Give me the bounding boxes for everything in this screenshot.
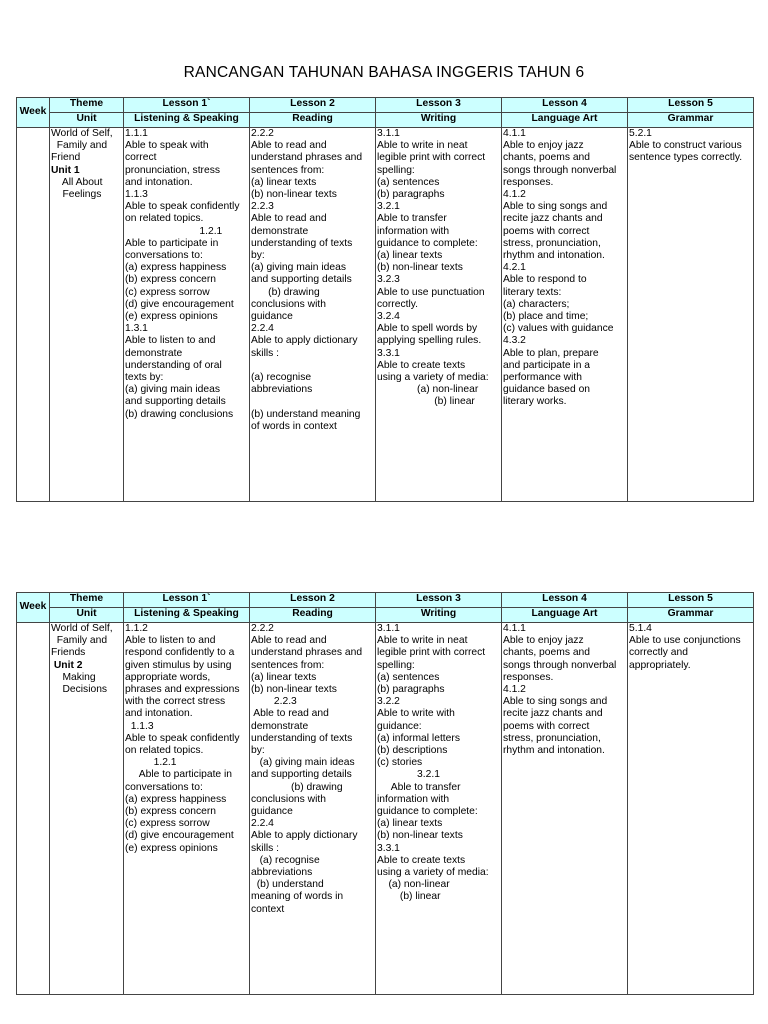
objective-line: and supporting details (251, 769, 352, 781)
objective-line: guidance: (377, 720, 422, 732)
objective-line: rhythm and intonation. (503, 250, 605, 262)
objective-line: Able to create texts (377, 854, 466, 866)
theme-line: Friend (51, 152, 81, 164)
objective-line: Able to use conjunctions (629, 635, 741, 647)
objective-line: 3.3.1 (377, 347, 400, 359)
objective-line: demonstrate (251, 720, 309, 732)
objective-line: songs through nonverbal (503, 659, 617, 671)
objective-line: poems with correct (503, 225, 590, 237)
objective-line: spelling: (377, 659, 415, 671)
objective-line: correctly and (629, 647, 688, 659)
objective-line: understanding of texts (251, 237, 353, 249)
objective-line: legible print with correct (377, 647, 486, 659)
objective-line: (c) express sorrow (125, 818, 210, 830)
objective-line: (e) express opinions (125, 842, 218, 854)
lesson-2-skill: Reading (250, 113, 376, 128)
objective-line: guidance to complete: (377, 806, 478, 818)
theme-line: Unit 2 (51, 659, 83, 671)
objective-line: Able to transfer (377, 213, 447, 225)
theme-line: Feelings (51, 189, 102, 201)
objective-line: 4.2.1 (503, 262, 526, 274)
objective-line: (b) paragraphs (377, 189, 445, 201)
objective-line: 2.2.3 (251, 696, 297, 708)
objective-line: 2.2.4 (251, 818, 274, 830)
objective-line: recite jazz chants and (503, 213, 603, 225)
objective-line: phrases and expressions (125, 684, 240, 696)
objective-line: responses. (503, 671, 554, 683)
objective-line: recite jazz chants and (503, 708, 603, 720)
objective-line: sentences from: (251, 164, 325, 176)
unit-header: Unit (50, 608, 124, 623)
objective-line: skills : (251, 842, 280, 854)
objective-line: by: (251, 745, 265, 757)
objective-line: literary texts: (503, 286, 562, 298)
objective-line: on related topics. (125, 213, 204, 225)
objective-line: Able to use punctuation (377, 286, 485, 298)
objective-line: stress, pronunciation, (503, 732, 601, 744)
lesson-3-header: Lesson 3 (376, 593, 502, 608)
lesson-2-cell (250, 128, 376, 502)
objective-line: Able to participate in (125, 769, 233, 781)
objective-line: (b) descriptions (377, 745, 448, 757)
objective-line: pronunciation, stress (125, 164, 221, 176)
week-cell (17, 623, 50, 995)
lesson-4-skill: Language Art (502, 608, 628, 623)
objective-line: (b) place and time; (503, 311, 589, 323)
objective-line: performance with (503, 372, 582, 384)
objective-line: context (251, 903, 285, 915)
objective-line: Able to participate in (125, 237, 219, 249)
objective-line: (a) informal letters (377, 732, 460, 744)
objective-line: 3.1.1 (377, 128, 400, 139)
objective-line: (a) non-linear (377, 879, 450, 891)
theme-line: Family and (51, 140, 108, 152)
theme-header: Theme (50, 98, 124, 113)
objective-line: and participate in a (503, 359, 591, 371)
objective-line: (a) giving main ideas (251, 757, 355, 769)
objective-line: 3.2.1 (377, 201, 400, 213)
header-row-skills (17, 608, 754, 623)
lesson-3-skill: Writing (376, 608, 502, 623)
objective-line: 1.1.2 (125, 623, 148, 634)
objective-line: 2.2.3 (251, 201, 274, 213)
objective-line: (b) non-linear texts (377, 262, 463, 274)
objective-line: understanding of texts (251, 732, 353, 744)
objective-line: Able to transfer (377, 781, 461, 793)
objective-line: Able to enjoy jazz (503, 140, 584, 152)
objective-line: (b) understand meaning (251, 408, 361, 420)
objective-line: 1.3.1 (125, 323, 148, 335)
objective-line: rhythm and intonation. (503, 745, 605, 757)
lesson-3-skill: Writing (376, 113, 502, 128)
plan-table-1 (16, 97, 754, 502)
objective-line: Able to enjoy jazz (503, 635, 584, 647)
objective-line: correct (125, 152, 157, 164)
theme-line: Decisions (51, 684, 108, 696)
objective-line: chants, poems and (503, 647, 591, 659)
objective-line: texts by: (125, 372, 164, 384)
objective-line: Able to speak confidently (125, 201, 240, 213)
objective-line: 5.1.4 (629, 623, 652, 634)
unit-header: Unit (50, 113, 124, 128)
objective-line: Able to apply dictionary (251, 830, 358, 842)
lesson-1-skill: Listening & Speaking (124, 608, 250, 623)
objective-line: (a) sentences (377, 176, 440, 188)
lesson-5-skill: Grammar (628, 608, 754, 623)
plan-table-2 (16, 592, 754, 995)
objective-line: Able to respond to (503, 274, 587, 286)
week-header: Week (17, 593, 50, 623)
objective-line: information with (377, 225, 450, 237)
objective-line: conversations to: (125, 781, 203, 793)
objective-line: 4.1.2 (503, 189, 526, 201)
objective-line: and intonation. (125, 708, 193, 720)
objective-line: using a variety of media: (377, 372, 489, 384)
objective-line: Able to apply dictionary (251, 335, 358, 347)
objective-line: 1.1.1 (125, 128, 148, 139)
objective-line: (b) drawing (251, 286, 320, 298)
objective-line: Able to plan, prepare (503, 347, 599, 359)
lesson-5-header: Lesson 5 (628, 593, 754, 608)
objective-line: and supporting details (251, 274, 352, 286)
objective-line: (a) sentences (377, 671, 440, 683)
objective-line: and intonation. (125, 176, 193, 188)
objective-line: (c) stories (377, 757, 423, 769)
objective-line (251, 360, 374, 372)
objective-line: (b) non-linear texts (251, 684, 337, 696)
objective-line: understand phrases and (251, 647, 363, 659)
objective-line: (b) paragraphs (377, 684, 445, 696)
objective-line: 1.2.1 (125, 225, 223, 237)
lesson-5-skill: Grammar (628, 113, 754, 128)
objective-line: Able to read and (251, 140, 327, 152)
lesson-2-skill: Reading (250, 608, 376, 623)
objective-line: 3.2.2 (377, 696, 400, 708)
objective-line: (b) express concern (125, 274, 216, 286)
objective-line: demonstrate (125, 347, 183, 359)
objective-line: 3.2.4 (377, 311, 400, 323)
objective-line: Able to listen to and (125, 335, 216, 347)
objective-line: Able to read and (251, 635, 327, 647)
objective-line: respond confidently to a (125, 647, 235, 659)
objective-line: 4.1.1 (503, 623, 526, 634)
objective-line: 3.2.3 (377, 274, 400, 286)
objective-line: (a) characters; (503, 298, 570, 310)
objective-line: (a) linear texts (377, 250, 443, 262)
objective-line: Able to write in neat (377, 635, 468, 647)
lesson-1-cell (124, 623, 250, 995)
objective-line: (b) non-linear texts (377, 830, 463, 842)
objective-line: 4.1.1 (503, 128, 526, 139)
objective-line: (a) recognise (251, 372, 312, 384)
lesson-4-cell (502, 128, 628, 502)
lesson-3-header: Lesson 3 (376, 98, 502, 113)
objective-line: conclusions with (251, 793, 326, 805)
objective-line: spelling: (377, 164, 415, 176)
objective-line: 4.1.2 (503, 684, 526, 696)
objective-line: Able to speak with (125, 140, 209, 152)
objective-line: guidance (251, 311, 293, 323)
objective-line: (b) non-linear texts (251, 189, 337, 201)
lesson-5-cell (628, 623, 754, 995)
lesson-4-header: Lesson 4 (502, 98, 628, 113)
objective-line: by: (251, 250, 265, 262)
objective-line: 3.1.1 (377, 623, 400, 634)
lesson-3-cell (376, 128, 502, 502)
lesson-2-header: Lesson 2 (250, 98, 376, 113)
objective-line: with the correct stress (125, 696, 226, 708)
table-row (17, 128, 754, 502)
objective-line (251, 396, 374, 408)
objective-line: understand phrases and (251, 152, 363, 164)
lesson-4-cell (502, 623, 628, 995)
objective-line: songs through nonverbal (503, 164, 617, 176)
objective-line: (a) linear texts (251, 671, 317, 683)
objective-line: understanding of oral (125, 359, 222, 371)
theme-line: World of Self, (51, 623, 113, 634)
lesson-2-header: Lesson 2 (250, 593, 376, 608)
theme-line: Making (51, 671, 96, 683)
lesson-5-cell (628, 128, 754, 502)
objective-line: 3.3.1 (377, 842, 400, 854)
objective-line: sentence types correctly. (629, 152, 743, 164)
objective-line: literary works. (503, 396, 567, 408)
objective-line: Able to spell words by (377, 323, 478, 335)
page-title: RANCANGAN TAHUNAN BAHASA INGGERIS TAHUN 6 (183, 64, 585, 81)
objective-line: (b) drawing conclusions (125, 408, 234, 420)
objective-line: conversations to: (125, 250, 203, 262)
objective-line: 2.2.2 (251, 128, 274, 139)
objective-line: meaning of words in (251, 891, 344, 903)
theme-line: All About (51, 176, 103, 188)
objective-line: correctly. (377, 298, 419, 310)
objective-line: (b) linear (377, 396, 475, 408)
objective-line: Able to listen to and (125, 635, 216, 647)
objective-line: guidance to complete: (377, 237, 478, 249)
objective-line: legible print with correct (377, 152, 486, 164)
objective-line: (b) understand (251, 879, 324, 891)
objective-line: 1.1.3 (125, 720, 154, 732)
objective-line: conclusions with (251, 298, 326, 310)
objective-line: (c) express sorrow (125, 286, 210, 298)
objective-line: (a) non-linear (377, 384, 479, 396)
objective-line: (a) express happiness (125, 793, 227, 805)
week-cell (17, 128, 50, 502)
lesson-1-header: Lesson 1` (124, 593, 250, 608)
objective-line: Able to read and (251, 708, 329, 720)
objective-line: (a) express happiness (125, 262, 227, 274)
theme-line: Friends (51, 647, 86, 659)
objective-line: information with (377, 793, 450, 805)
header-row-lessons (17, 593, 754, 608)
objective-line: abbreviations (251, 867, 313, 879)
objective-line: sentences from: (251, 659, 325, 671)
theme-line: Family and (51, 635, 108, 647)
lesson-2-cell (250, 623, 376, 995)
objective-line: (d) give encouragement (125, 298, 234, 310)
objective-line: given stimulus by using (125, 659, 232, 671)
objective-line: of words in context (251, 420, 337, 432)
objective-line: and supporting details (125, 396, 226, 408)
objective-line: Able to sing songs and (503, 696, 608, 708)
objective-line: (a) linear texts (251, 176, 317, 188)
theme-header: Theme (50, 593, 124, 608)
objective-line: 5.2.1 (629, 128, 652, 139)
objective-line: (e) express opinions (125, 311, 218, 323)
objective-line: appropriately. (629, 659, 691, 671)
objective-line: Able to create texts (377, 359, 466, 371)
objective-line: (b) drawing (251, 781, 343, 793)
lesson-1-header: Lesson 1` (124, 98, 250, 113)
objective-line: 1.2.1 (125, 757, 177, 769)
objective-line: (c) values with guidance (503, 323, 614, 335)
objective-line: 2.2.2 (251, 623, 274, 634)
objective-line: on related topics. (125, 745, 204, 757)
objective-line: (b) linear (377, 891, 441, 903)
lesson-5-header: Lesson 5 (628, 98, 754, 113)
lesson-4-skill: Language Art (502, 113, 628, 128)
theme-line: World of Self, (51, 128, 113, 139)
objective-line: guidance (251, 806, 293, 818)
objective-line: chants, poems and (503, 152, 591, 164)
lesson-4-header: Lesson 4 (502, 593, 628, 608)
lesson-1-skill: Listening & Speaking (124, 113, 250, 128)
theme-line: Unit 1 (51, 164, 80, 176)
objective-line: demonstrate (251, 225, 309, 237)
objective-line: skills : (251, 347, 280, 359)
lesson-3-cell (376, 623, 502, 995)
objective-line: using a variety of media: (377, 867, 489, 879)
header-row-lessons (17, 98, 754, 113)
objective-line: 3.2.1 (377, 769, 440, 781)
lesson-1-cell (124, 128, 250, 502)
week-header: Week (17, 98, 50, 128)
objective-line: (a) linear texts (377, 818, 443, 830)
objective-line: Able to construct various (629, 140, 742, 152)
objective-line: appropriate words, (125, 671, 211, 683)
objective-line: (a) giving main ideas (125, 384, 221, 396)
theme-cell (50, 128, 124, 502)
objective-line: 4.3.2 (503, 335, 526, 347)
objective-line: Able to sing songs and (503, 201, 608, 213)
objective-line: responses. (503, 176, 554, 188)
objective-line: (d) give encouragement (125, 830, 234, 842)
objective-line: (b) express concern (125, 806, 216, 818)
objective-line: stress, pronunciation, (503, 237, 601, 249)
theme-cell (50, 623, 124, 995)
objective-line: applying spelling rules. (377, 335, 482, 347)
header-row-skills (17, 113, 754, 128)
objective-line: Able to write with (377, 708, 455, 720)
objective-line: (a) recognise (251, 854, 320, 866)
objective-line: Able to read and (251, 213, 327, 225)
objective-line: guidance based on (503, 384, 591, 396)
objective-line: abbreviations (251, 384, 313, 396)
objective-line: 1.1.3 (125, 189, 148, 201)
objective-line: Able to write in neat (377, 140, 468, 152)
objective-line: Able to speak confidently (125, 732, 240, 744)
objective-line: poems with correct (503, 720, 590, 732)
objective-line: 2.2.4 (251, 323, 274, 335)
table-row (17, 623, 754, 995)
objective-line: (a) giving main ideas (251, 262, 347, 274)
